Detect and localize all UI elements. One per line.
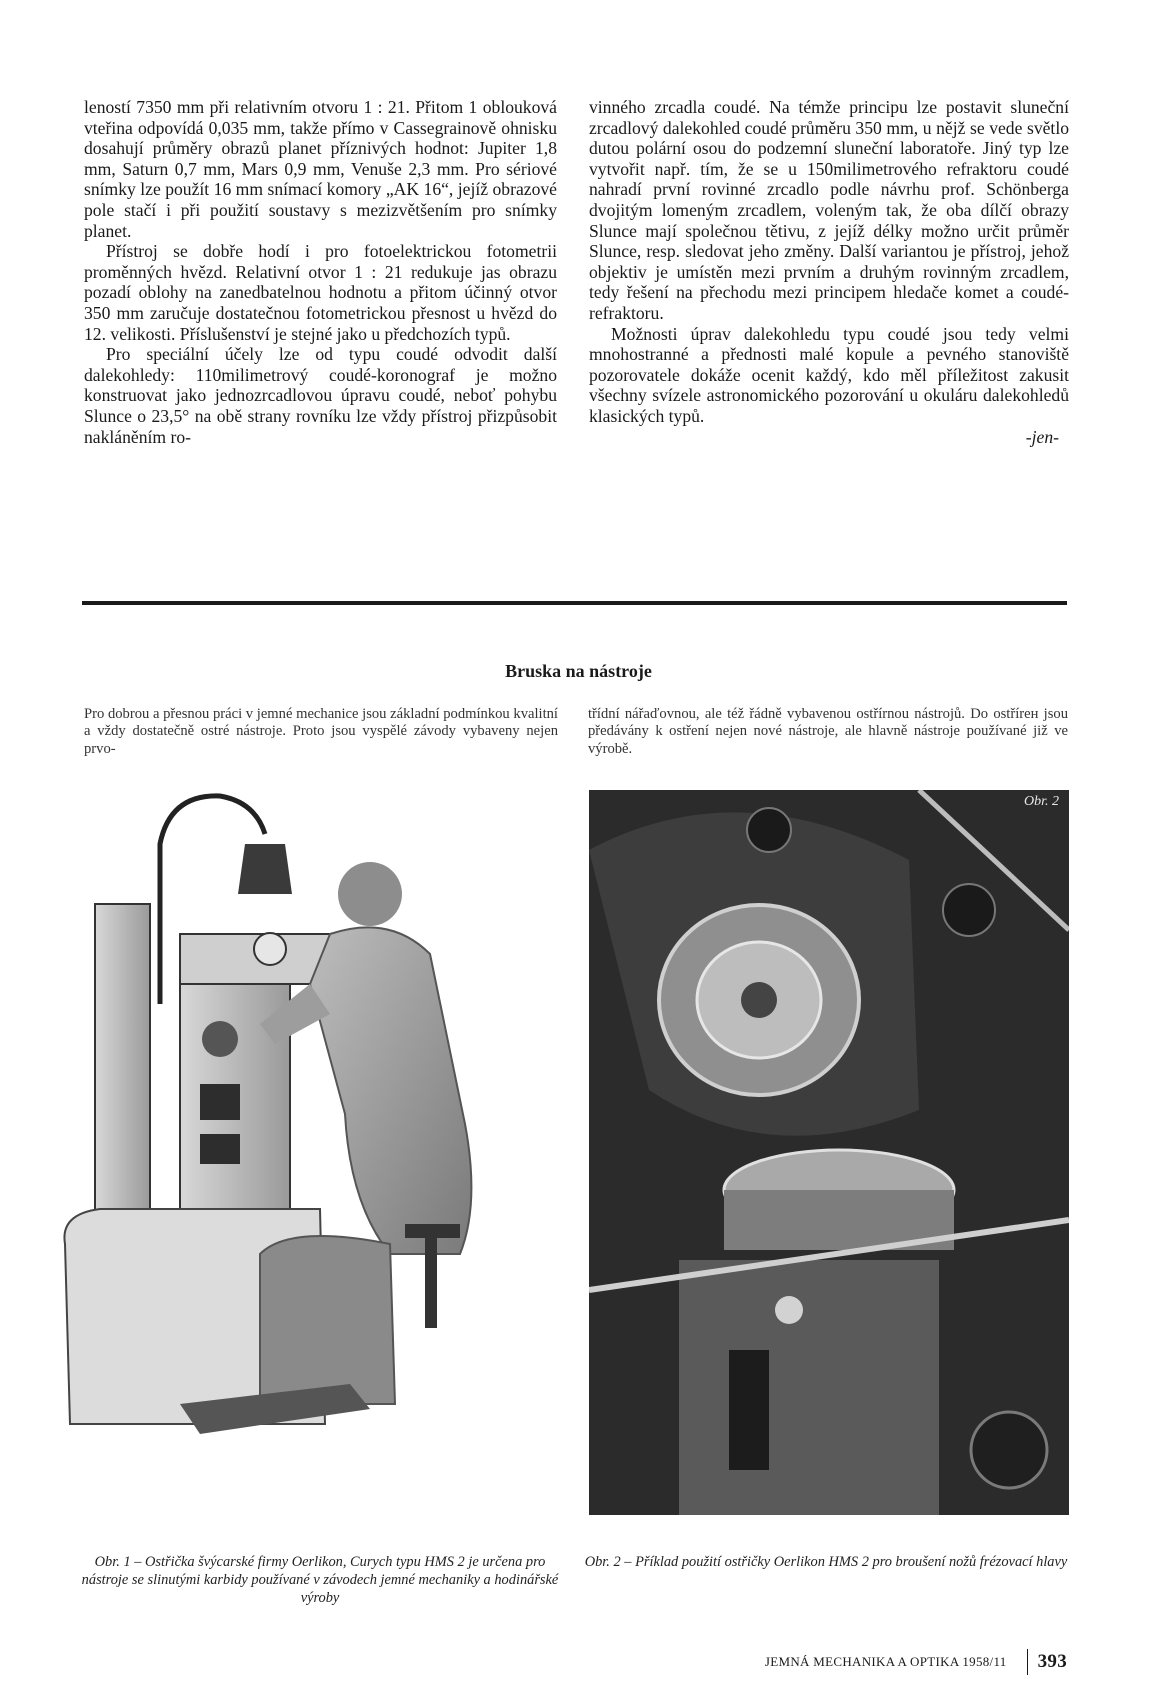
grinder-operator-illustration <box>60 784 570 1542</box>
figure-1-caption: Obr. 1 – Ostřička švýcarské firmy Oerlikon, Curych typu HMS 2 je určena pro nástroje se slinutými karbidy používané v závodech jemné mechaniky a hodinářské výroby <box>81 1554 559 1606</box>
page-footer <box>765 1649 1067 1675</box>
lead-paragraph-right: třídní nářaďovnou, ale též řádně vybavenou ostřírnou nástrojů. Do ostřírен jsou předávány k ostření nejen nové nástroje, ale hlavně nástroje používané již ve výrobě. <box>588 706 1068 757</box>
paragraph: leností 7350 mm při relativním otvoru 1 : 21. Přitom 1 oblouková vteřina odpovídá 0,035 mm, takže přímo v Cassegrainově ohnisku dosahují průměry obrazů planet příznivých hodnot: Jupiter 1,8 mm, Saturn 0,7 mm, Mars 0,9 mm, Venuše 2,3 mm. Pro sériové snímky lze použít 16 mm snímací komory „AK 16“, jejíž obrazové pole stačí i při použití soustavy s mezizvětšením pro snímky planet. <box>84 97 557 241</box>
figure-2-caption: Obr. 2 – Příklad použití ostřičky Oerlikon HMS 2 pro broušení nožů frézovací hlavy <box>584 1554 1068 1570</box>
grinding-wheel-illustration <box>589 790 1069 1515</box>
figure-2-mark: Obr. 2 <box>1023 794 1059 809</box>
top-right-column <box>589 97 1069 447</box>
paragraph: vinného zrcadla coudé. Na témže principu lze postavit sluneční zrcadlový dalekohled coudé průměru 350 mm, u nějž se vede světlo dutou polární osou do podzemní sluneční laboratoře. Jiný typ lze vytvořit např. tím, že se u 150milimetrového refraktoru coudé nahradí první rovinné zrcadlo podle návrhu prof. Schönberga dvojitým lomeným zrcadlem, voleným tak, že oba dílčí obrazy Slunce mají společnou tětivu, z jejíž délky možno určit průměr Slunce, resp. sledovat jeho změny. Další variantou je přístroj, jehož objektiv je umístěn mezi prvním a druhým rovinným zrcadlem, tedy řešení na přechodu mezi principem hledače komet a coudé-refraktoru. <box>589 97 1069 323</box>
figure-2-photo <box>589 790 1069 1515</box>
article-title: Bruska na nástroje <box>505 661 652 681</box>
paragraph: Přístroj se dobře hodí i pro fotoelektrickou fotometrii proměnných hvězd. Relativní otvor 1 : 21 redukuje jas obrazu pozadí oblohy na zanedbatelnou hodnotu a přitom účinný otvor 350 mm zaručuje dostatečnou fotometrickou přesnost u hvězd do 12. velikosti. Příslušenství je stejné jako u předchozích typů. <box>84 241 557 344</box>
figure-1-photo <box>60 784 570 1542</box>
footer-divider <box>1027 1649 1028 1675</box>
section-divider <box>82 601 1067 605</box>
author-signature: -jen- <box>1025 426 1059 447</box>
paragraph: Možnosti úprav dalekohledu typu coudé jsou tedy velmi mnohostranné a přednosti malé kopule a pevného stanoviště pozorovatele dokáže ocenit každý, kdo měl příležitost zakusit všechny svízele astronomického pozorování u okuláru dalekohledů klasických typů. <box>589 323 1069 426</box>
paragraph: Pro speciální účely lze od typu coudé odvodit další dalekohledy: 110milimetrový coudé-koronograf je možno konstruovat jako jednozrcadlovou úpravu coudé, neboť pohybu Slunce o 23,5° na obě strany rovníku lze vždy přístroj přizpůsobit nakláněním ro- <box>84 344 557 447</box>
page-number: 393 <box>1037 1651 1067 1672</box>
top-left-column <box>84 97 557 447</box>
lead-paragraph-left: Pro dobrou a přesnou práci v jemné mechanice jsou základní podmínkou kvalitní a vždy dostatečně ostré nástroje. Proto jsou vyspělé závody vybaveny nejen prvo- <box>84 706 558 757</box>
journal-title: JEMNÁ MECHANIKA A OPTIKA 1958/11 <box>764 1654 1007 1669</box>
